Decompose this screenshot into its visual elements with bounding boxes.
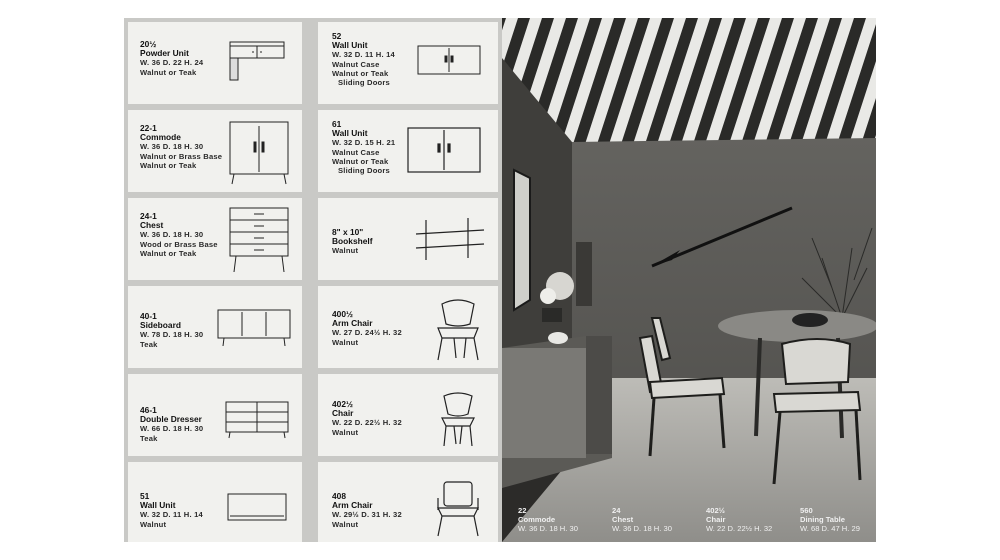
item-name: Wall Unit: [332, 40, 368, 51]
caption-number: 402½: [706, 506, 726, 515]
item-finish: Walnut or Teak: [332, 156, 389, 166]
item-dims: W. 36 D. 18 H. 30: [140, 230, 204, 240]
catalog-card: [318, 198, 498, 280]
item-dims: W. 32 D. 15 H. 21: [332, 138, 396, 148]
item-name: Bookshelf: [332, 236, 373, 247]
caption-dims: W. 36 D. 18 H. 30: [612, 524, 672, 533]
item-number: 8" x 10": [332, 227, 364, 237]
item-name: Wall Unit: [332, 128, 368, 139]
item-finish: Walnut Case: [332, 59, 380, 69]
powder-unit-drawing: [224, 36, 290, 84]
item-dims: Walnut: [332, 246, 359, 256]
catalog-card: [128, 462, 302, 542]
double-dresser-drawing: [222, 398, 292, 440]
item-finish: Walnut or Teak: [332, 68, 389, 78]
bookshelf-drawing: [410, 216, 490, 264]
item-name: Chest: [140, 220, 164, 231]
caption-name: Commode: [518, 515, 556, 524]
item-finish: Walnut or Teak: [140, 248, 197, 258]
item-number: 20½: [140, 39, 157, 49]
catalog-card: [128, 110, 302, 192]
caption-number: 24: [612, 506, 621, 515]
item-name: Arm Chair: [332, 318, 373, 329]
item-dims: W. 66 D. 18 H. 30: [140, 424, 204, 434]
sideboard-drawing: [214, 304, 294, 350]
item-number: 408: [332, 491, 346, 501]
catalog-card: [318, 374, 498, 456]
item-dims: W. 36 D. 22 H. 24: [140, 58, 204, 68]
wall-unit-large-drawing: [402, 122, 486, 180]
item-number: 51: [140, 491, 150, 501]
catalog-card: [318, 286, 498, 368]
wall-unit-sliding-drawing: [414, 42, 484, 80]
item-number: 24-1: [140, 211, 157, 221]
item-number: 402½: [332, 399, 353, 409]
catalog-card: [128, 286, 302, 368]
chair-drawing: [434, 388, 482, 450]
item-finish: Walnut or Brass Base: [140, 151, 223, 161]
item-finish: Sliding Doors: [338, 166, 390, 176]
catalog-card: [128, 198, 302, 280]
photo-caption: [612, 506, 672, 533]
catalog-spread: [124, 18, 876, 542]
caption-name: Chest: [612, 515, 634, 524]
photo-caption: [518, 506, 578, 533]
item-name: Sideboard: [140, 320, 181, 331]
item-number: 22-1: [140, 123, 157, 133]
item-name: Arm Chair: [332, 500, 373, 511]
caption-dims: W. 36 D. 18 H. 30: [518, 524, 578, 533]
catalog-card: [318, 110, 498, 192]
caption-name: Chair: [706, 515, 726, 524]
catalog-card: [318, 22, 498, 104]
item-name: Chair: [332, 408, 354, 419]
caption-number: 560: [800, 506, 813, 515]
item-dims: W. 27 D. 24½ H. 32: [332, 328, 402, 338]
wall-unit-drawing: [224, 490, 290, 526]
item-finish: Teak: [140, 339, 158, 349]
dining-room-photo: [502, 18, 876, 542]
dining-room-photo-image: [502, 18, 876, 542]
item-name: Powder Unit: [140, 48, 189, 59]
caption-dims: W. 68 D. 47 H. 29: [800, 524, 860, 533]
item-dims: W. 32 D. 11 H. 14: [332, 50, 395, 60]
item-number: 52: [332, 31, 342, 41]
item-number: 61: [332, 119, 342, 129]
item-dims: W. 22 D. 22½ H. 32: [332, 418, 402, 428]
item-finish: Teak: [140, 433, 158, 443]
photo-caption: [800, 506, 860, 533]
item-finish: Walnut or Teak: [140, 160, 197, 170]
item-finish: Walnut: [332, 519, 359, 529]
caption-number: 22: [518, 506, 527, 515]
item-name: Wall Unit: [140, 500, 176, 511]
photo-caption: [706, 506, 772, 533]
item-number: 400½: [332, 309, 353, 319]
catalog-card: [318, 462, 498, 542]
item-number: 46-1: [140, 405, 157, 415]
item-finish: Wood or Brass Base: [140, 239, 218, 249]
caption-dims: W. 22 D. 22½ H. 32: [706, 524, 773, 533]
item-finish: Sliding Doors: [338, 78, 390, 88]
item-finish: Walnut: [332, 337, 359, 347]
item-finish: Walnut or Teak: [140, 67, 197, 77]
caption-name: Dining Table: [800, 515, 845, 524]
item-dims: W. 29½ D. 31 H. 32: [332, 510, 402, 520]
item-finish: Walnut: [140, 519, 167, 529]
item-name: Double Dresser: [140, 414, 202, 425]
item-finish: Walnut Case: [332, 147, 380, 157]
item-dims: W. 78 D. 18 H. 30: [140, 330, 204, 340]
item-dims: W. 32 D. 11 H. 14: [140, 510, 203, 520]
item-number: 40-1: [140, 311, 157, 321]
chest-drawing: [224, 202, 294, 276]
item-finish: Walnut: [332, 427, 359, 437]
catalog-card: [128, 22, 302, 104]
catalog-card: [128, 374, 302, 456]
commode-drawing: [224, 116, 294, 188]
item-name: Commode: [140, 132, 181, 143]
arm-chair-drawing: [430, 294, 486, 364]
arm-chair-408-drawing: [430, 476, 486, 540]
item-dims: W. 36 D. 18 H. 30: [140, 142, 204, 152]
